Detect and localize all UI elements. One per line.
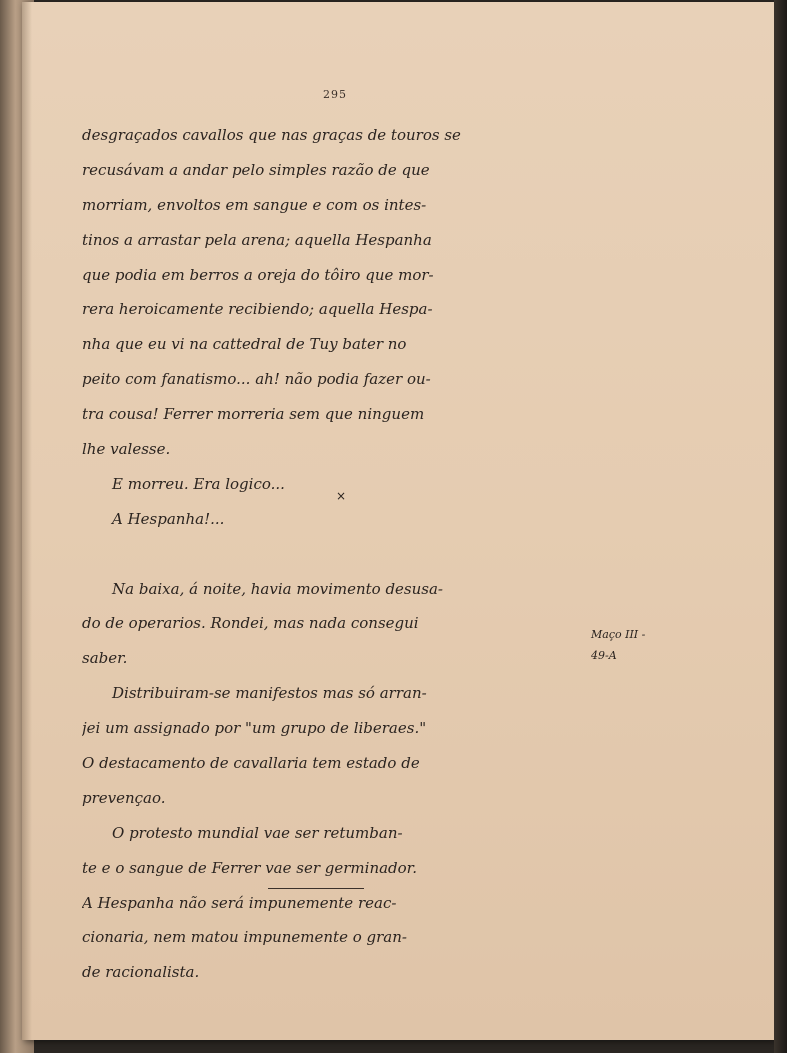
- right-binding-edge: [774, 0, 787, 1053]
- text-line: O protesto mundial vae ser retumban-: [112, 823, 403, 842]
- text-line: saber.: [82, 649, 128, 668]
- text-line: peito com fanatismo... ah! não podia fazer ou-: [82, 370, 431, 389]
- text-line: de racionalista.: [82, 963, 200, 982]
- text-line: tinos a arrastar pela arena; aquella Hespanha: [82, 230, 432, 249]
- text-line: cionaria, nem matou impunemente o gran-: [82, 928, 407, 947]
- page-fold-shadow: [22, 2, 32, 1040]
- text-line: Na baixa, á noite, havia movimento desusa-: [112, 579, 444, 598]
- text-line: rera heroicamente recibiendo; aquella Hespa-: [82, 300, 433, 319]
- margin-note-line: Maço III -: [591, 628, 646, 641]
- text-line: O destacamento de cavallaria tem estado de: [82, 754, 420, 773]
- manuscript-text: [82, 118, 582, 990]
- end-rule-line: [268, 888, 364, 889]
- text-line: te e o sangue de Ferrer vae ser germinador.: [82, 858, 417, 877]
- text-line: jei um assignado por "um grupo de liberaes.": [82, 719, 427, 738]
- text-line: nha que eu vi na cattedral de Tuy bater no: [82, 335, 407, 354]
- text-line: desgraçados cavallos que nas graças de touros se: [82, 126, 461, 144]
- margin-note-line: 49-A: [591, 649, 617, 662]
- text-line: Distribuiram-se manifestos mas só arran-: [112, 684, 427, 703]
- margin-annotation: [591, 624, 645, 666]
- blank-line: [82, 537, 582, 572]
- text-line: A Hespanha!...: [112, 509, 225, 528]
- text-line: A Hespanha não será impunemente reac-: [82, 893, 397, 912]
- text-line: E morreu. Era logico...: [112, 474, 285, 493]
- text-line: lhe valesse.: [82, 440, 171, 459]
- text-line: do de operarios. Rondei, mas nada consegui: [82, 614, 419, 633]
- text-line: tra cousa! Ferrer morreria sem que ninguem: [82, 405, 425, 424]
- text-line: prevençao.: [82, 788, 166, 807]
- text-line: morriam, envoltos em sangue e com os intes-: [82, 195, 427, 214]
- page-number: 295: [323, 88, 347, 101]
- section-separator-mark: ×: [336, 489, 347, 503]
- text-line: que podia em berros a oreja do tôiro que mor-: [82, 265, 434, 284]
- text-line: recusávam a andar pelo simples razão de que: [82, 160, 430, 179]
